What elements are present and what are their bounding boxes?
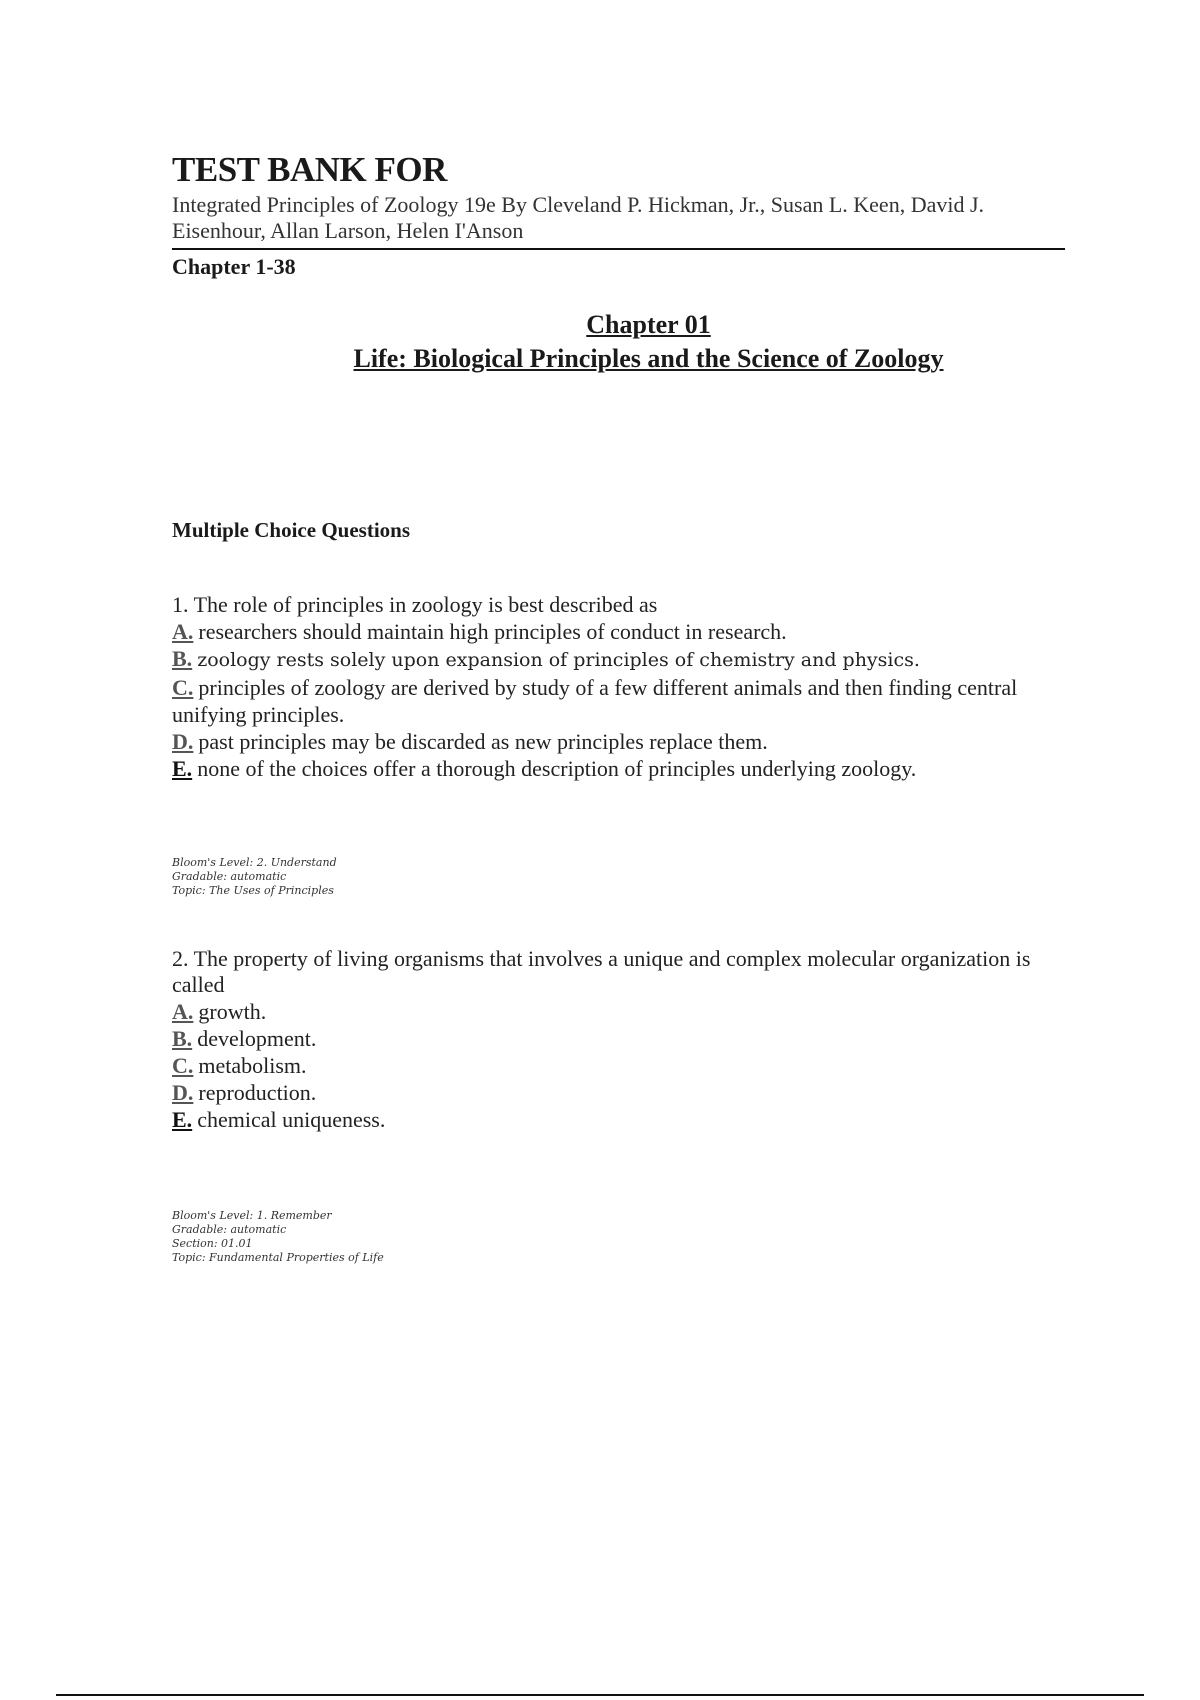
document-title: TEST BANK FOR (172, 150, 447, 189)
option-text: chemical uniqueness. (197, 1107, 386, 1132)
option-b (172, 645, 1065, 674)
option-text: principles of zoology are derived by study of a few different animals and then finding central unifying principles. (172, 675, 1018, 727)
option-d (172, 728, 1065, 755)
chapter-heading (172, 308, 1065, 376)
chapter-number: Chapter 01 (586, 310, 711, 339)
section: Section: 01.01 (172, 1237, 253, 1250)
option-text: reproduction. (198, 1080, 317, 1105)
option-a (172, 618, 1065, 645)
footer-divider (56, 1694, 1144, 1696)
option-e (172, 755, 1065, 782)
book-citation: Integrated Principles of Zoology 19e By Cleveland P. Hickman, Jr., Susan L. Keen, David J. Eisenhour, Allan Larson, Helen I'Anson (172, 192, 985, 243)
chapter-range: Chapter 1-38 (172, 254, 296, 279)
option-text: none of the choices offer a thorough description of principles underlying zoology. (197, 756, 917, 781)
blooms-level: Bloom's Level: 1. Remember (172, 1209, 332, 1222)
option-text: development. (197, 1026, 317, 1051)
option-d (172, 1079, 1065, 1106)
gradable: Gradable: automatic (172, 1223, 287, 1236)
option-letter: A. (172, 619, 194, 644)
option-c (172, 674, 1065, 728)
option-letter: D. (172, 1080, 194, 1105)
topic: Topic: The Uses of Principles (172, 884, 334, 897)
option-b (172, 1025, 1065, 1052)
option-letter: D. (172, 729, 194, 754)
question-stem: 1. The role of principles in zoology is best described as (172, 592, 658, 617)
option-text: growth. (198, 999, 267, 1024)
question-metadata (172, 1209, 1065, 1265)
question-stem: 2. The property of living organisms that involves a unique and complex molecular organization is called (172, 946, 1031, 997)
question-metadata (172, 856, 1065, 898)
option-letter: E. (172, 756, 193, 781)
document-page (172, 150, 1065, 1265)
option-e (172, 1106, 1065, 1133)
option-letter: C. (172, 1053, 194, 1078)
chapter-title: Life: Biological Principles and the Science of Zoology (353, 344, 944, 373)
question-2 (172, 946, 1065, 1265)
option-text: metabolism. (198, 1053, 307, 1078)
section-title: Multiple Choice Questions (172, 518, 411, 542)
option-letter: B. (172, 646, 193, 671)
blooms-level: Bloom's Level: 2. Understand (172, 856, 337, 869)
option-text: past principles may be discarded as new principles replace them. (198, 729, 768, 754)
topic: Topic: Fundamental Properties of Life (172, 1251, 384, 1264)
option-text: zoology rests solely upon expansion of principles of chemistry and physics. (197, 649, 920, 671)
option-letter: B. (172, 1026, 193, 1051)
option-c (172, 1052, 1065, 1079)
option-text: researchers should maintain high principles of conduct in research. (198, 619, 787, 644)
gradable: Gradable: automatic (172, 870, 287, 883)
option-letter: C. (172, 675, 194, 700)
option-letter: A. (172, 999, 194, 1024)
header-divider (172, 248, 1065, 250)
option-letter: E. (172, 1107, 193, 1132)
option-a (172, 998, 1065, 1025)
question-1 (172, 592, 1065, 898)
